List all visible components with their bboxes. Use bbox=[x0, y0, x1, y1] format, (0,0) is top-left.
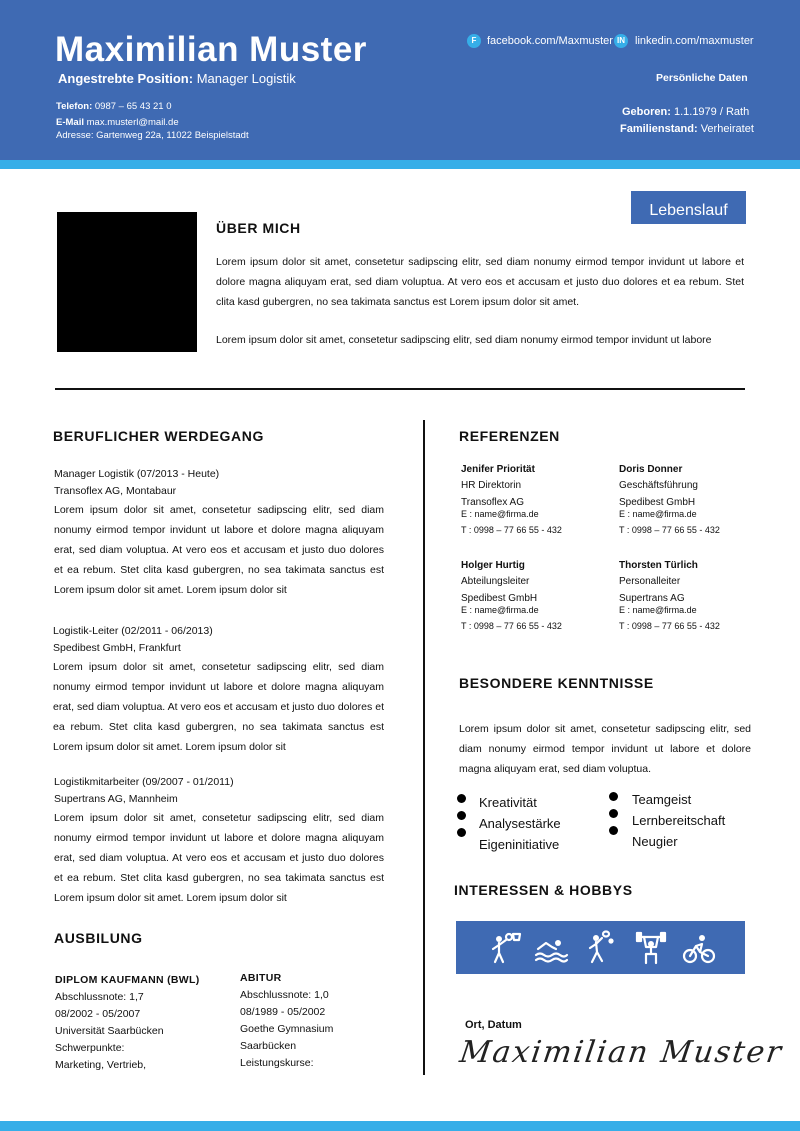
degree-detail: Leistungskurse: bbox=[240, 1057, 314, 1069]
skill-item: Teamgeist bbox=[632, 792, 692, 807]
reference-phone: T : 0998 – 77 66 55 - 432 bbox=[619, 621, 720, 631]
career-title: BERUFLICHER WERDEGANG bbox=[53, 428, 264, 444]
about-title: ÜBER MICH bbox=[216, 220, 301, 236]
job-title: Logistikmitarbeiter (09/2007 - 01/2011) bbox=[54, 776, 234, 788]
reference-email: E : name@firma.de bbox=[619, 605, 697, 615]
reference-role: Geschäftsführung bbox=[619, 480, 698, 491]
degree-title: DIPLOM KAUFMANN (BWL) bbox=[55, 974, 200, 986]
position-value: Manager Logistik bbox=[196, 71, 296, 86]
hobbies-bar bbox=[456, 921, 745, 974]
signature: Maximilian Muster bbox=[457, 1035, 786, 1070]
reference-card bbox=[619, 462, 749, 538]
born-label: Geboren: bbox=[622, 106, 671, 118]
reference-name: Holger Hurtig bbox=[461, 560, 525, 571]
education-title: AUSBILUNG bbox=[54, 930, 143, 946]
bullet-icon bbox=[609, 809, 618, 818]
degree-school: Goethe Gymnasium bbox=[240, 1023, 334, 1035]
born-value: 1.1.1979 / Rath bbox=[673, 106, 750, 118]
desired-position bbox=[58, 71, 296, 86]
reference-name: Jenifer Priorität bbox=[461, 464, 535, 475]
reference-email: E : name@firma.de bbox=[619, 509, 697, 519]
bullet-icon bbox=[457, 828, 466, 837]
degree-school: Universität Saarbücken bbox=[55, 1025, 164, 1037]
reference-name: Doris Donner bbox=[619, 464, 683, 475]
address-line: Adresse: Gartenweg 22a, 11022 Beispielstadt bbox=[56, 130, 249, 141]
job-entry bbox=[53, 623, 384, 753]
reference-phone: T : 0998 – 77 66 55 - 432 bbox=[619, 525, 720, 535]
column-divider bbox=[423, 420, 425, 1075]
facebook-icon[interactable]: F bbox=[467, 34, 481, 48]
tennis-icon bbox=[582, 930, 616, 964]
about-paragraph-1: Lorem ipsum dolor sit amet, consetetur sadipscing elitr, sed diam nonumy eirmod tempor invidunt ut labore et dolore magna aliquyam erat, sed diam voluptua. At vero eos et accusam et justo duo dolores et ea rebum. Stet clita kasd gubergren, no sea takimata sanctus est Lorem ipsum dolor sit amet. bbox=[216, 256, 744, 308]
position-label: Angestrebte Position: bbox=[58, 71, 194, 86]
reference-card bbox=[461, 558, 611, 630]
job-description: Lorem ipsum dolor sit amet, consetetur sadipscing elitr, sed diam nonumy eirmod tempor invidunt ut labore et dolore magna aliquyam erat, sed diam voluptua. At vero eos et accusam et justo duo dolores et ea rebum. Stet clita kasd gubergren, no sea takimata sanctus est Lorem ipsum dolor sit amet. Lorem ipsum dolor sit bbox=[53, 661, 384, 753]
birth-line bbox=[622, 106, 749, 118]
reference-company: Spedibest GmbH bbox=[619, 497, 696, 508]
linkedin-link[interactable]: linkedin.com/maxmuster bbox=[635, 35, 754, 47]
skills-paragraph: Lorem ipsum dolor sit amet, consetetur sadipscing elitr, sed diam nonumy eirmod tempor invidunt ut labore et dolore magna aliquyam erat, sed diam voluptua. bbox=[459, 723, 751, 775]
bullet-icon bbox=[609, 826, 618, 835]
job-title: Manager Logistik (07/2013 - Heute) bbox=[54, 468, 220, 480]
email-label: E-Mail bbox=[56, 117, 84, 128]
job-company: Spedibest GmbH, Frankfurt bbox=[53, 642, 181, 654]
job-entry bbox=[54, 466, 384, 596]
skill-item: Analysestärke bbox=[479, 816, 561, 831]
job-company: Supertrans AG, Mannheim bbox=[54, 793, 178, 805]
place-date-label: Ort, Datum bbox=[465, 1019, 522, 1031]
skills-list-left bbox=[455, 790, 595, 852]
education-entry bbox=[240, 970, 415, 1072]
degree-detail: Saarbücken bbox=[240, 1040, 297, 1052]
phone-value: 0987 – 65 43 21 0 bbox=[94, 101, 172, 112]
header-accent-stripe bbox=[0, 160, 800, 169]
status-label: Familienstand: bbox=[620, 123, 698, 135]
bullet-icon bbox=[457, 794, 466, 803]
education-entry bbox=[55, 972, 230, 1074]
candidate-name: Maximilian Muster bbox=[55, 30, 367, 69]
reference-name: Thorsten Türlich bbox=[619, 560, 698, 571]
reference-role: Personalleiter bbox=[619, 576, 681, 587]
address-clip bbox=[56, 130, 286, 141]
skill-item: Kreativität bbox=[479, 795, 537, 810]
reference-card bbox=[461, 462, 611, 538]
email-value[interactable]: max.musterl@mail.de bbox=[86, 117, 179, 128]
reference-role: HR Direktorin bbox=[461, 480, 522, 491]
job-title: Logistik-Leiter (02/2011 - 06/2013) bbox=[53, 625, 213, 637]
skill-item: Lernbereitschaft bbox=[632, 813, 726, 828]
about-paragraph-2: Lorem ipsum dolor sit amet, consetetur sadipscing elitr, sed diam nonumy eirmod tempor invidunt ut labore bbox=[216, 334, 712, 346]
degree-grade: Abschlussnote: 1,0 bbox=[240, 989, 329, 1001]
reference-phone: T : 0998 – 77 66 55 - 432 bbox=[461, 525, 562, 535]
status-value: Verheiratet bbox=[700, 123, 754, 135]
reference-phone: T : 0998 – 77 66 55 - 432 bbox=[461, 621, 562, 631]
degree-period: 08/1989 - 05/2002 bbox=[240, 1006, 326, 1018]
skill-item: Eigeninitiative bbox=[479, 837, 560, 852]
degree-title: ABITUR bbox=[240, 972, 282, 984]
basketball-icon bbox=[489, 931, 523, 965]
lebenslauf-badge: Lebenslauf bbox=[631, 191, 746, 224]
personal-data-title: Persönliche Daten bbox=[656, 72, 748, 84]
phone-label: Telefon: bbox=[56, 101, 93, 112]
job-company: Transoflex AG, Montabaur bbox=[54, 485, 177, 497]
reference-card bbox=[619, 558, 749, 630]
footer-accent-stripe bbox=[0, 1121, 800, 1131]
swimming-icon bbox=[534, 931, 568, 965]
job-description: Lorem ipsum dolor sit amet, consetetur sadipscing elitr, sed diam nonumy eirmod tempor invidunt ut labore et dolore magna aliquyam erat, sed diam voluptua. At vero eos et accusam et justo duo dolores et ea rebum. Stet clita kasd gubergren, no sea takimata sanctus est Lorem ipsum dolor sit amet. Lorem ipsum dolor sit bbox=[54, 812, 384, 904]
horizontal-divider bbox=[55, 388, 745, 390]
reference-company: Transoflex AG bbox=[461, 497, 524, 508]
job-entry bbox=[54, 774, 384, 904]
bullet-icon bbox=[609, 792, 618, 801]
degree-detail: Schwerpunkte: bbox=[55, 1042, 125, 1054]
cycling-icon bbox=[682, 932, 716, 966]
degree-period: 08/2002 - 05/2007 bbox=[55, 1008, 141, 1020]
skills-title: BESONDERE KENNTNISSE bbox=[459, 675, 654, 691]
hobbies-title: INTERESSEN & HOBBYS bbox=[454, 882, 633, 898]
reference-role: Abteilungsleiter bbox=[461, 576, 530, 587]
reference-email: E : name@firma.de bbox=[461, 509, 539, 519]
skill-item: Neugier bbox=[632, 834, 678, 849]
degree-detail: Marketing, Vertrieb, bbox=[55, 1059, 147, 1071]
degree-grade: Abschlussnote: 1,7 bbox=[55, 991, 144, 1003]
marital-line bbox=[620, 123, 754, 135]
skills-list-right bbox=[606, 788, 746, 849]
reference-company: Spedibest GmbH bbox=[461, 593, 538, 604]
bullet-icon bbox=[457, 811, 466, 820]
reference-email: E : name@firma.de bbox=[461, 605, 539, 615]
references-title: REFERENZEN bbox=[459, 428, 560, 444]
linkedin-icon[interactable]: IN bbox=[614, 34, 628, 48]
email-line bbox=[56, 117, 179, 128]
job-description: Lorem ipsum dolor sit amet, consetetur sadipscing elitr, sed diam nonumy eirmod tempor invidunt ut labore et dolore magna aliquyam erat, sed diam voluptua. At vero eos et accusam et justo duo dolores et ea rebum. Stet clita kasd gubergren, no sea takimata sanctus est Lorem ipsum dolor sit amet. Lorem ipsum dolor sit bbox=[54, 504, 384, 596]
weightlifting-icon bbox=[634, 931, 668, 965]
phone-line bbox=[56, 101, 172, 112]
profile-photo bbox=[57, 212, 197, 352]
facebook-link[interactable]: facebook.com/Maxmuster bbox=[487, 35, 613, 47]
reference-company: Supertrans AG bbox=[619, 593, 685, 604]
